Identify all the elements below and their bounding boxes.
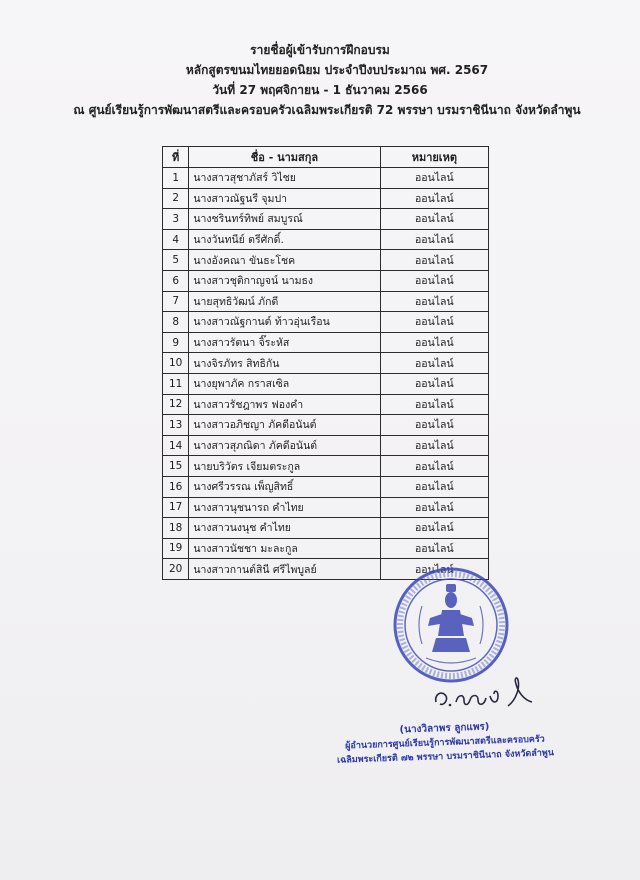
table-row xyxy=(163,332,489,353)
participant-name: นางสาวชุติกาญจน์ นามธง xyxy=(189,270,380,291)
participant-note: ออนไลน์ xyxy=(380,229,488,250)
participant-table xyxy=(162,146,489,580)
document-title: รายชื่อผู้เข้ารับการฝึกอบรม xyxy=(250,43,390,57)
participant-note: ออนไลน์ xyxy=(380,188,488,209)
table-row xyxy=(163,497,489,518)
table-row xyxy=(163,270,489,291)
row-number: 5 xyxy=(163,250,189,271)
participant-note: ออนไลน์ xyxy=(380,209,488,230)
table-row xyxy=(163,209,489,230)
row-number: 8 xyxy=(163,312,189,333)
participant-note: ออนไลน์ xyxy=(380,168,488,189)
course-name: หลักสูตรขนมไทยยอดนิยม ประจำปีงบประมาณ พศ. 2567 xyxy=(185,63,489,77)
training-venue: ณ ศูนย์เรียนรู้การพัฒนาสตรีและครอบครัวเฉลิมพระเกียรติ 72 พรรษา บรมราชินีนาถ จังหวัดลำพูน xyxy=(73,103,581,117)
table-row xyxy=(163,291,489,312)
participant-note: ออนไลน์ xyxy=(380,291,488,312)
participant-name: นางอังคณา ขันธะโชค xyxy=(189,250,380,271)
row-number: 6 xyxy=(163,270,189,291)
participant-name: นางศรีวรรณ เพ็ญสิทธิ์ xyxy=(189,476,380,497)
row-number: 2 xyxy=(163,188,189,209)
participant-name: นางจิรภัทร สิทธิกัน xyxy=(189,353,380,374)
table-row xyxy=(163,312,489,333)
table-row xyxy=(163,188,489,209)
row-number: 20 xyxy=(163,559,189,580)
table-row xyxy=(163,476,489,497)
table-row xyxy=(163,435,489,456)
table-row xyxy=(163,394,489,415)
table-row xyxy=(163,229,489,250)
row-number: 4 xyxy=(163,229,189,250)
participant-note: ออนไลน์ xyxy=(380,456,488,477)
row-number: 9 xyxy=(163,332,189,353)
participant-note: ออนไลน์ xyxy=(380,476,488,497)
participant-name: นางสาวนุชนารถ คำไทย xyxy=(189,497,380,518)
participant-name: นางสาวณัฐกานต์ ท้าวอุ่นเรือน xyxy=(189,312,380,333)
signer-position-line2: เฉลิมพระเกียรติ ๗๒ พรรษา บรมราชินีนาถ จังหวัดลำพูน xyxy=(336,748,555,766)
participant-name: นางสาวนัชชา มะละกูล xyxy=(189,538,380,559)
participant-note: ออนไลน์ xyxy=(380,497,488,518)
participant-note: ออนไลน์ xyxy=(380,353,488,374)
column-header-note: หมายเหตุ xyxy=(380,147,488,168)
row-number: 13 xyxy=(163,415,189,436)
participant-name: นางสาวสุชาภัสร์ วิไชย xyxy=(189,168,380,189)
participant-note: ออนไลน์ xyxy=(380,415,488,436)
training-dates: วันที่ 27 พฤศจิกายน - 1 ธันวาคม 2566 xyxy=(212,83,428,97)
participant-name: นายบริวัตร เจียมตระกูล xyxy=(189,456,380,477)
signer-block xyxy=(319,718,570,769)
table-row xyxy=(163,353,489,374)
participant-note: ออนไลน์ xyxy=(380,270,488,291)
row-number: 16 xyxy=(163,476,189,497)
row-number: 7 xyxy=(163,291,189,312)
table-row xyxy=(163,518,489,539)
participant-name: นางสาวอภิชญา ภัคดีอนันต์ xyxy=(189,415,380,436)
handwritten-signature xyxy=(428,672,538,718)
table-row xyxy=(163,373,489,394)
document-header xyxy=(0,40,640,120)
participant-note: ออนไลน์ xyxy=(380,332,488,353)
table-row xyxy=(163,415,489,436)
participant-name: นางสาวรัตนา จิ๊ระหัส xyxy=(189,332,380,353)
participant-note: ออนไลน์ xyxy=(380,373,488,394)
participant-note: ออนไลน์ xyxy=(380,538,488,559)
row-number: 17 xyxy=(163,497,189,518)
row-number: 15 xyxy=(163,456,189,477)
participant-name: นายสุทธิวัฒน์ ภักดี xyxy=(189,291,380,312)
column-header-no: ที่ xyxy=(163,147,189,168)
participant-note: ออนไลน์ xyxy=(380,559,488,580)
official-seal-stamp xyxy=(392,566,510,684)
participant-name: นางยุพาภัค กราสเซิล xyxy=(189,373,380,394)
participant-name: นางสาวกานต์สินี ศรีไพบูลย์ xyxy=(189,559,380,580)
participant-note: ออนไลน์ xyxy=(380,394,488,415)
table-row xyxy=(163,456,489,477)
column-header-name: ชื่อ - นามสกุล xyxy=(189,147,380,168)
table-row xyxy=(163,250,489,271)
participant-note: ออนไลน์ xyxy=(380,312,488,333)
participant-name: นางสาวสุภณิดา ภัคดีอนันต์ xyxy=(189,435,380,456)
participant-note: ออนไลน์ xyxy=(380,518,488,539)
row-number: 18 xyxy=(163,518,189,539)
table-header-row xyxy=(163,147,489,168)
participant-name: นางชรินทร์ทิพย์ สมบูรณ์ xyxy=(189,209,380,230)
signer-name: (นางวิลาพร ลูกแพร) xyxy=(399,721,490,736)
row-number: 12 xyxy=(163,394,189,415)
row-number: 10 xyxy=(163,353,189,374)
participant-name: นางสาวนงนุช คำไทย xyxy=(189,518,380,539)
participant-name: นางวันทนีย์ ตรีศักดิ์. xyxy=(189,229,380,250)
participant-name: นางสาวรัชฎาพร ฟองคำ xyxy=(189,394,380,415)
row-number: 19 xyxy=(163,538,189,559)
participant-name: นางสาวณัฐนรี จุมปา xyxy=(189,188,380,209)
row-number: 1 xyxy=(163,168,189,189)
row-number: 11 xyxy=(163,373,189,394)
row-number: 14 xyxy=(163,435,189,456)
signer-position: ผู้อำนวยการศูนย์เรียนรู้การพัฒนาสตรีและครอบครัว xyxy=(345,734,545,752)
table-row xyxy=(163,168,489,189)
participant-note: ออนไลน์ xyxy=(380,250,488,271)
row-number: 3 xyxy=(163,209,189,230)
participant-note: ออนไลน์ xyxy=(380,435,488,456)
table-row xyxy=(163,538,489,559)
